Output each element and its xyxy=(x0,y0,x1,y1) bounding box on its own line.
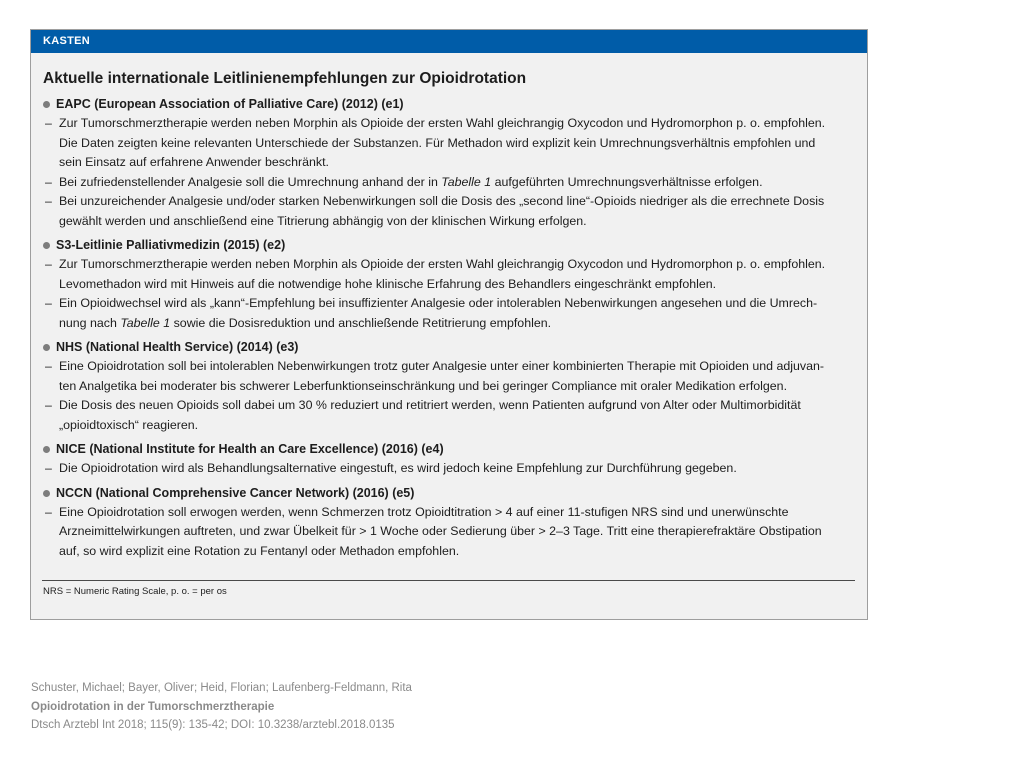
citation-journal: Dtsch Arztebl Int 2018; 115(9): 135-42; DOI: 10.3238/arztebl.2018.0135 xyxy=(31,719,395,731)
recommendation-item xyxy=(43,503,858,562)
box-title: Aktuelle internationale Leitlinienempfehlungen zur Opioidrotation xyxy=(43,70,527,87)
item-text: sowie die Dosisreduktion und anschließende Retitrierung empfohlen. xyxy=(170,315,552,330)
recommendation-item xyxy=(43,396,858,435)
recommendation-list xyxy=(43,503,858,562)
recommendation-item xyxy=(43,459,858,479)
item-text: Eine Opioidrotation soll erwogen werden, wenn Schmerzen trotz Opioidtitration > 4 auf einer 11-stufigen NRS sind und unerwünschte Arzneimittelwirkungen auftreten, und zwar Übelkeit für > 1 Woche oder Sedierung über > 2–3 Tage. Tritt eine therapierefraktäre Obstipation auf, so wird explizit eine Rotation zu Fentanyl oder Methadon empfohlen. xyxy=(59,504,822,558)
guideline-section xyxy=(43,236,858,333)
bullet-icon xyxy=(43,344,50,351)
recommendation-item xyxy=(43,114,858,173)
citation-authors: Schuster, Michael; Bayer, Oliver; Heid, Florian; Laufenberg-Feldmann, Rita xyxy=(31,682,412,694)
guideline-section xyxy=(43,95,858,231)
section-heading xyxy=(43,95,858,114)
guideline-section xyxy=(43,440,858,479)
guideline-section xyxy=(43,338,858,435)
dash-icon: – xyxy=(45,257,52,271)
recommendation-list xyxy=(43,114,858,231)
bullet-icon xyxy=(43,490,50,497)
dash-icon: – xyxy=(45,359,52,373)
recommendation-item xyxy=(43,192,858,231)
item-text: aufgeführten Umrechnungsverhältnisse erfolgen. xyxy=(491,174,763,189)
dash-icon: – xyxy=(45,296,52,310)
recommendation-list xyxy=(43,459,858,479)
section-heading-text: S3-Leitlinie Palliativmedizin (2015) (e2) xyxy=(56,238,286,252)
section-heading-text: NCCN (National Comprehensive Cancer Network) (2016) (e5) xyxy=(56,485,415,500)
item-text: Eine Opioidrotation soll bei intolerablen Nebenwirkungen trotz guter Analgesie unter einer kombinierten Therapie mit Opioiden und adjuvan- ten Analgetika bei moderater bis schwerer Leberfunktionseinschränkung und bei geringer Compliance mit oraler Medikation erfolgen. xyxy=(59,359,825,393)
dash-icon: – xyxy=(45,116,52,130)
info-box xyxy=(30,29,868,620)
section-heading-text: EAPC (European Association of Palliative Care) (2012) (e1) xyxy=(56,97,404,111)
section-heading-text: NICE (National Institute for Health an Care Excellence) (2016) (e4) xyxy=(56,442,444,456)
recommendation-item xyxy=(43,357,858,396)
bullet-icon xyxy=(43,446,50,453)
item-text: Bei zufriedenstellender Analgesie soll die Umrechnung anhand der in xyxy=(59,174,442,189)
dash-icon: – xyxy=(45,504,52,519)
item-text: Die Dosis des neuen Opioids soll dabei um 30 % reduziert und retitriert werden, wenn Patienten aufgrund von Alter oder Multimorbidität „opioidtoxisch“ reagieren. xyxy=(59,398,801,432)
citation xyxy=(31,679,412,735)
guideline-section xyxy=(43,484,858,562)
footnote: NRS = Numeric Rating Scale, p. o. = per os xyxy=(43,586,227,597)
recommendation-item xyxy=(43,255,858,294)
section-heading xyxy=(43,236,858,255)
bullet-icon xyxy=(43,101,50,108)
dash-icon: – xyxy=(45,194,52,208)
recommendation-list xyxy=(43,357,858,435)
table-reference: Tabelle 1 xyxy=(441,174,492,189)
item-text: Zur Tumorschmerztherapie werden neben Morphin als Opioide der ersten Wahl gleichrangig Oxycodon und Hydromorphon p. o. empfohlen. Die Daten zeigten keine relevanten Unterschiede der Substanzen. Für Methadon wird explizit kein Umrechnungsverhältnis empfohlen und sein Einsatz auf erfahrene Anwender beschränkt. xyxy=(59,116,826,169)
dash-icon: – xyxy=(45,174,52,189)
footnote-divider xyxy=(42,580,855,581)
section-heading xyxy=(43,440,858,459)
item-text: Die Opioidrotation wird als Behandlungsalternative eingestuft, es wird jedoch keine Empfehlung zur Durchführung gegeben. xyxy=(59,461,737,475)
box-header: KASTEN xyxy=(31,30,867,53)
item-text: Ein Opioidwechsel wird als „kann“-Empfehlung bei insuffizienter Analgesie oder intolerablen Nebenwirkungen angesehen und die Umrech- nung nach xyxy=(59,296,818,330)
table-reference: Tabelle 1 xyxy=(120,315,171,330)
section-heading xyxy=(43,484,858,503)
bullet-icon xyxy=(43,242,50,249)
section-heading xyxy=(43,338,858,357)
recommendation-item xyxy=(43,294,858,333)
item-text: Zur Tumorschmerztherapie werden neben Morphin als Opioide der ersten Wahl gleichrangig Oxycodon und Hydromorphon p. o. empfohlen. Levomethadon wird mit Hinweis auf die notwendige hohe klinische Erfahrung des Behandlers eingeschränkt empfohlen. xyxy=(59,257,826,291)
section-heading-text: NHS (National Health Service) (2014) (e3) xyxy=(56,340,299,354)
dash-icon: – xyxy=(45,461,52,475)
recommendation-list xyxy=(43,255,858,333)
item-text: Bei unzureichender Analgesie und/oder starken Nebenwirkungen soll die Dosis des „second line“-Opioids niedriger als die errechnete Dosis gewählt werden und anschließend eine Titrierung abhängig von der klinischen Wirkung erfolgen. xyxy=(59,194,825,228)
dash-icon: – xyxy=(45,398,52,412)
guideline-sections xyxy=(43,95,858,561)
citation-title: Opioidrotation in der Tumorschmerztherapie xyxy=(31,700,275,713)
recommendation-item xyxy=(43,173,858,193)
